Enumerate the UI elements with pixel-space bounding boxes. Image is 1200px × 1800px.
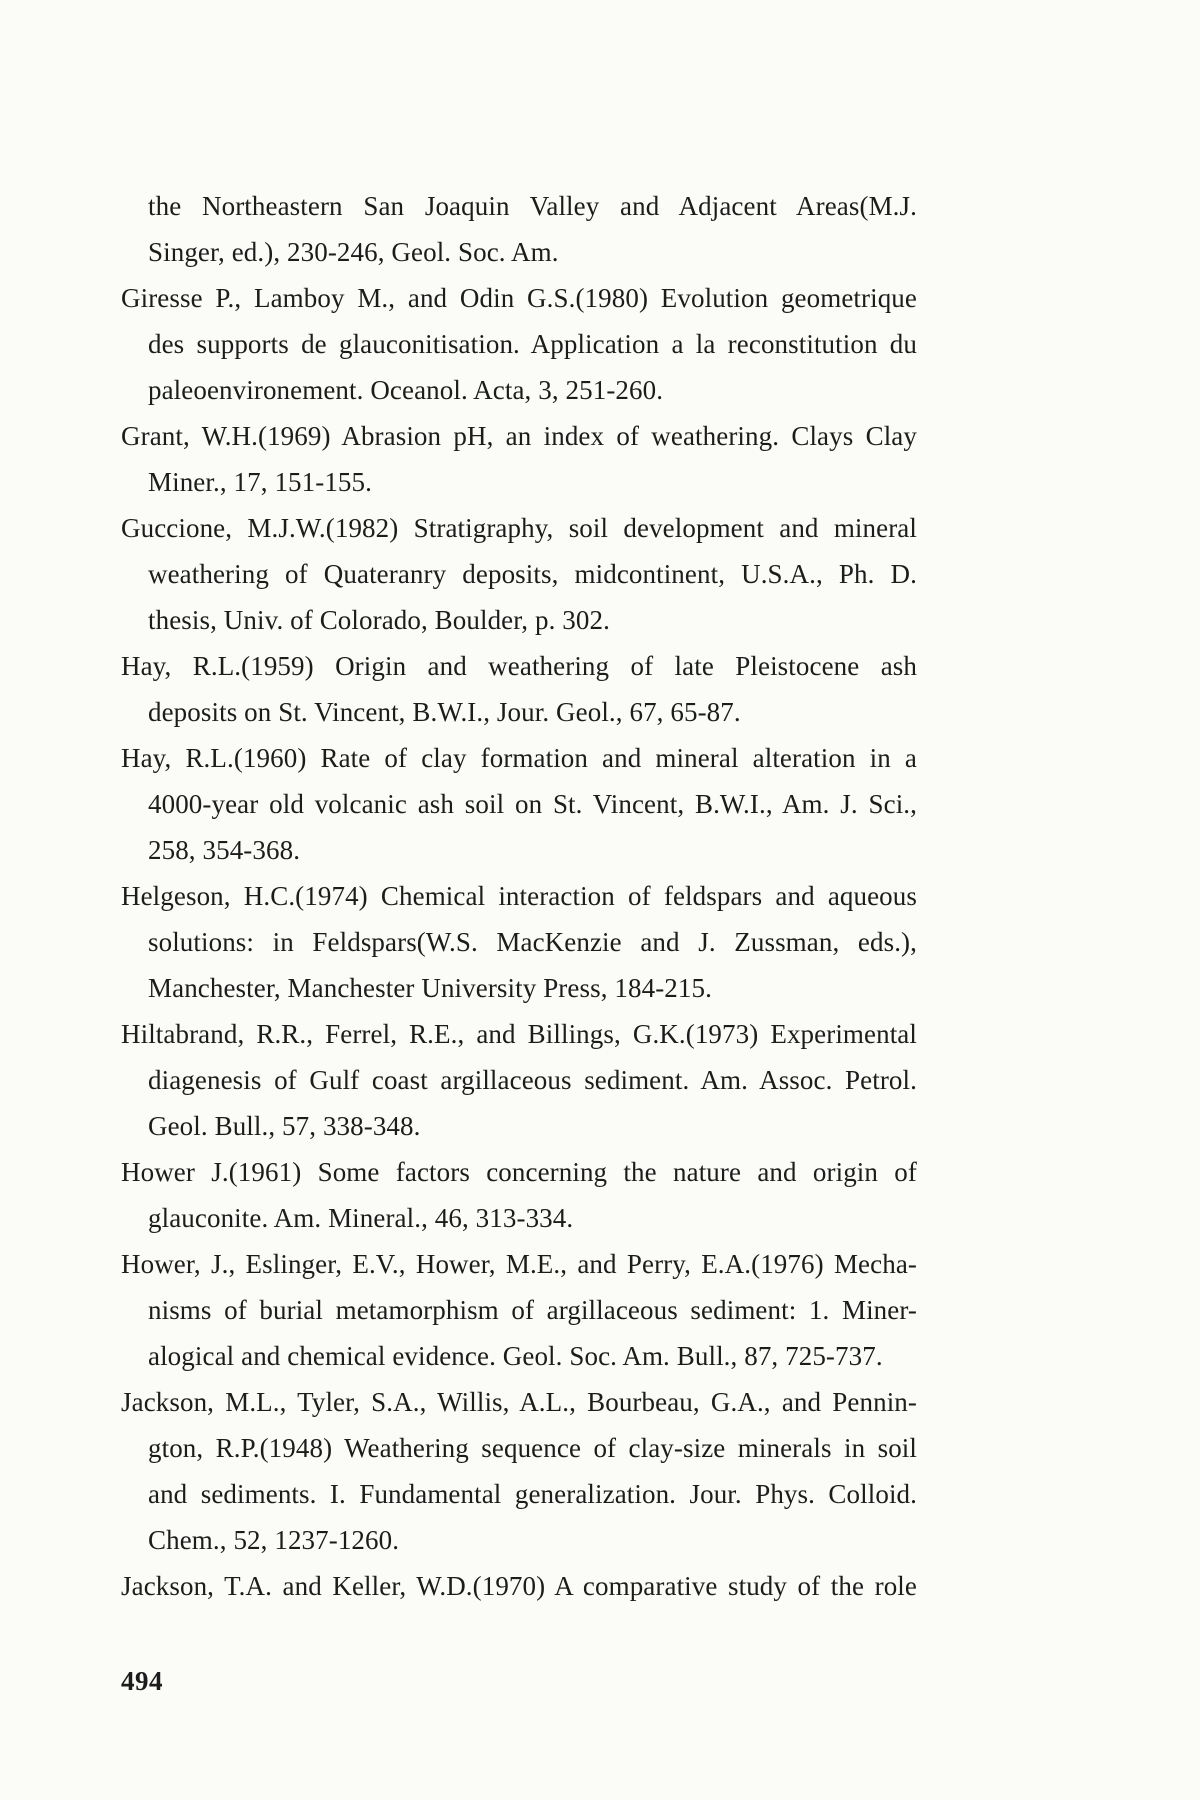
reference-entry xyxy=(121,873,917,1011)
reference-entry xyxy=(121,1379,917,1563)
reference-line: Hower, J., Eslinger, E.V., Hower, M.E., and Perry, E.A.(1976) Mecha- xyxy=(121,1249,917,1279)
reference-line: 258, 354-368. xyxy=(148,835,301,865)
reference-line: thesis, Univ. of Colorado, Boulder, p. 302. xyxy=(148,605,610,635)
reference-entry xyxy=(121,735,917,873)
reference-line: Helgeson, H.C.(1974) Chemical interaction of feldspars and aqueous xyxy=(121,881,917,911)
reference-line: Hower J.(1961) Some factors concerning the nature and origin of xyxy=(121,1157,917,1187)
reference-entry xyxy=(121,183,917,275)
reference-line: Jackson, T.A. and Keller, W.D.(1970) A comparative study of the role xyxy=(121,1571,917,1601)
reference-line: deposits on St. Vincent, B.W.I., Jour. Geol., 67, 65-87. xyxy=(148,697,741,727)
reference-line: solutions: in Feldspars(W.S. MacKenzie and J. Zussman, eds.), xyxy=(148,927,917,957)
reference-line: alogical and chemical evidence. Geol. Soc. Am. Bull., 87, 725-737. xyxy=(148,1341,883,1371)
reference-line: gton, R.P.(1948) Weathering sequence of clay-size minerals in soil xyxy=(148,1433,917,1463)
reference-entry xyxy=(121,1563,917,1609)
reference-line: des supports de glauconitisation. Application a la reconstitution du xyxy=(148,329,917,359)
reference-line: glauconite. Am. Mineral., 46, 313-334. xyxy=(148,1203,574,1233)
reference-line: Hay, R.L.(1959) Origin and weathering of late Pleistocene ash xyxy=(121,651,917,681)
reference-line: weathering of Quateranry deposits, midcontinent, U.S.A., Ph. D. xyxy=(148,559,917,589)
reference-line: Guccione, M.J.W.(1982) Stratigraphy, soil development and mineral xyxy=(121,513,917,543)
reference-line: Manchester, Manchester University Press, 184-215. xyxy=(148,973,712,1003)
reference-line: the Northeastern San Joaquin Valley and Adjacent Areas(M.J. xyxy=(148,191,917,221)
reference-line: Grant, W.H.(1969) Abrasion pH, an index of weathering. Clays Clay xyxy=(121,421,917,451)
reference-entry xyxy=(121,1011,917,1149)
reference-line: Giresse P., Lamboy M., and Odin G.S.(1980) Evolution geometrique xyxy=(121,283,917,313)
reference-line: Singer, ed.), 230-246, Geol. Soc. Am. xyxy=(148,237,559,267)
reference-line: Chem., 52, 1237-1260. xyxy=(148,1525,400,1555)
reference-line: nisms of burial metamorphism of argillaceous sediment: 1. Miner- xyxy=(148,1295,917,1325)
reference-entry xyxy=(121,643,917,735)
reference-line: diagenesis of Gulf coast argillaceous sediment. Am. Assoc. Petrol. xyxy=(148,1065,917,1095)
reference-line: Jackson, M.L., Tyler, S.A., Willis, A.L., Bourbeau, G.A., and Pennin- xyxy=(121,1387,917,1417)
references-list xyxy=(121,183,917,1609)
reference-line: and sediments. I. Fundamental generalization. Jour. Phys. Colloid. xyxy=(148,1479,917,1509)
reference-line: 4000-year old volcanic ash soil on St. Vincent, B.W.I., Am. J. Sci., xyxy=(148,789,917,819)
reference-entry xyxy=(121,275,917,413)
reference-line: Geol. Bull., 57, 338-348. xyxy=(148,1111,421,1141)
reference-entry xyxy=(121,413,917,505)
reference-line: Hay, R.L.(1960) Rate of clay formation and mineral alteration in a xyxy=(121,743,917,773)
reference-line: paleoenvironement. Oceanol. Acta, 3, 251-260. xyxy=(148,375,664,405)
reference-entry xyxy=(121,1149,917,1241)
reference-line: Hiltabrand, R.R., Ferrel, R.E., and Billings, G.K.(1973) Experimental xyxy=(121,1019,917,1049)
reference-line: Miner., 17, 151-155. xyxy=(148,467,372,497)
page-number: 494 xyxy=(121,1666,163,1696)
reference-entry xyxy=(121,505,917,643)
reference-entry xyxy=(121,1241,917,1379)
